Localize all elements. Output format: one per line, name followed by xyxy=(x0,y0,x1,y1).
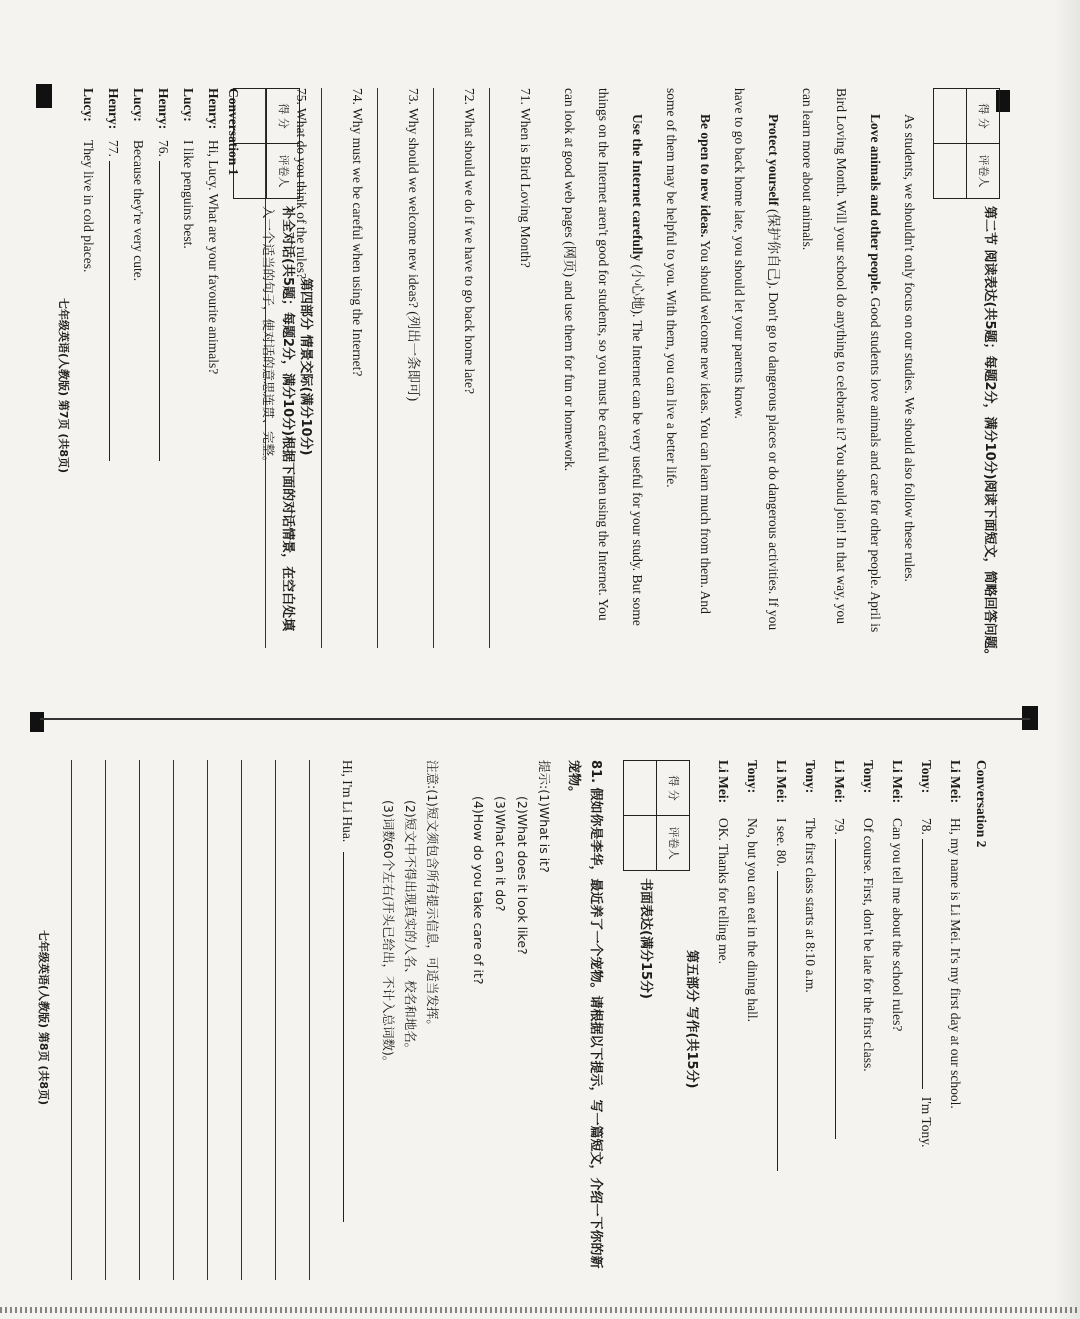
section-header: 第二节 阅读表达(共5题；每题2分，满分10分)阅读下面短文，简略回答问题。 xyxy=(982,206,997,662)
speaker-name: Li Mei: xyxy=(890,760,905,804)
essay-line[interactable] xyxy=(275,760,276,1280)
essay-line[interactable] xyxy=(139,760,140,1280)
dialogue-text: Hi, my name is Li Mei. It's my first day at our school. xyxy=(948,818,963,1109)
passage-text: some of them may be helpful to you. With them, you can live a better life. xyxy=(664,88,679,488)
essay-first-line[interactable] xyxy=(343,852,356,1222)
score-label: 得 分 xyxy=(967,89,1000,144)
question-text: 73. Why should we welcome new ideas? (列出一条即可) xyxy=(406,88,421,402)
answer-line[interactable] xyxy=(433,88,434,648)
answer-line[interactable] xyxy=(489,88,490,648)
passage-text: As students, we shouldn't only focus on our studies. We should also follow these rules. xyxy=(902,114,917,582)
essay-start-text xyxy=(338,760,356,1222)
passage-rule-heading: Be open to new ideas. xyxy=(698,114,713,238)
speaker-name: Li Mei: xyxy=(948,760,963,804)
answer-blank[interactable] xyxy=(159,161,172,461)
dialogue-line xyxy=(179,88,197,249)
speaker-name: Lucy: xyxy=(131,88,146,122)
question-text: 72. What should we do if we have to go back home late? xyxy=(462,88,477,395)
notes-2: (2)短文中不得出现真实的人名、校名和地名。 xyxy=(403,800,418,1056)
page-footer: 七年级英语(人教版) 第8页 (共8页) xyxy=(37,930,50,1106)
page-fold-line xyxy=(40,718,1030,720)
dialogue-text: The first class starts at 8:10 a.m. xyxy=(803,818,818,993)
score-cell[interactable] xyxy=(624,761,657,816)
passage-line xyxy=(662,88,680,488)
grader-label: 评卷人 xyxy=(657,816,690,871)
scan-shadow xyxy=(1054,0,1080,1319)
hints-label: 提示:(1)What is it? xyxy=(537,760,552,873)
speaker-name: Lucy: xyxy=(181,88,196,122)
passage-text: (保护你自己). Don't go to dangerous places or do dangerous activities. If you xyxy=(766,205,781,631)
passage-rule-heading: Use the Internet carefully xyxy=(630,114,645,262)
essay-opening: Hi, I'm Li Hua. xyxy=(340,760,355,843)
question-number: I see. 80. xyxy=(774,818,789,867)
answer-line[interactable] xyxy=(377,88,378,648)
dialogue-line xyxy=(830,760,848,1139)
passage-text: Good students love animals and care for other people. April is xyxy=(868,294,883,633)
dialogue-line xyxy=(154,88,172,461)
score-box xyxy=(623,760,690,871)
speaker-name: Li Mei: xyxy=(832,760,847,804)
answer-blank[interactable] xyxy=(777,871,790,1171)
grader-cell[interactable] xyxy=(624,816,657,871)
dialogue-line xyxy=(888,760,906,1031)
page-footer: 七年级英语(人教版) 第7页 (共8页) xyxy=(57,298,70,474)
passage-line xyxy=(764,114,782,630)
part4-instruction-cont: 入一个适当的句子，使对话的意思连贯、完整。 xyxy=(261,206,276,469)
dialogue-line xyxy=(801,760,819,993)
dialogue-text: They live in cold places. xyxy=(81,140,96,273)
part4-title: 第四部分 情景交际(满分10分) xyxy=(298,278,313,456)
passage-line xyxy=(866,114,884,632)
hint-item: (4)How do you take care of it? xyxy=(471,796,486,985)
grader-label: 评卷人 xyxy=(267,144,300,199)
speaker-name: Tony: xyxy=(861,760,876,794)
registration-mark xyxy=(30,712,44,732)
dialogue-line xyxy=(79,88,97,272)
passage-rule-heading: Protect yourself xyxy=(766,114,781,206)
speaker-name: Li Mei: xyxy=(716,760,731,804)
passage-rule-heading: Love animals and other people. xyxy=(868,114,883,295)
passage-line xyxy=(628,114,646,626)
part4-instruction: 补全对话(共5题；每题2分，满分10分)根据下面的对话情景，在空白处填 xyxy=(280,206,295,632)
passage-line xyxy=(900,114,918,582)
hint-item: (2)What does it look like? xyxy=(515,796,530,955)
perforation-edge xyxy=(0,1307,1080,1313)
exam-page-8 xyxy=(30,760,990,1290)
dialogue-line xyxy=(204,88,222,374)
passage-line xyxy=(560,88,578,471)
essay-line[interactable] xyxy=(105,760,106,1280)
essay-line[interactable] xyxy=(241,760,242,1280)
notes-3: (3)词数60个左右(开头已给出，不计入总词数)。 xyxy=(381,800,396,1069)
dialogue-text: Because they're very cute. xyxy=(131,140,146,282)
passage-line xyxy=(594,88,612,621)
dialogue-text: Can you tell me about the school rules? xyxy=(890,818,905,1032)
dialogue-line xyxy=(917,760,935,1148)
speaker-name: Tony: xyxy=(745,760,760,794)
grader-cell[interactable] xyxy=(934,144,967,199)
question-text: 75. What do you think of the rules? xyxy=(294,88,309,279)
score-cell[interactable] xyxy=(934,89,967,144)
dialogue-text: Hi, Lucy. What are your favourite animals? xyxy=(206,140,221,375)
speaker-name: Tony: xyxy=(919,760,934,794)
passage-text: can learn more about animals. xyxy=(800,88,815,251)
question-number: 78. xyxy=(919,818,934,835)
writing-label: 书面表达(满分15分) xyxy=(638,878,653,999)
score-box xyxy=(233,88,300,199)
part5-title: 第五部分 写作(共15分) xyxy=(684,950,699,1089)
grader-label: 评卷人 xyxy=(967,144,1000,199)
passage-text: (小心地). The Internet can be very useful for your study. But some xyxy=(630,261,645,626)
question-text: 74. Why must we be careful when using the Internet? xyxy=(350,88,365,377)
passage-line xyxy=(832,88,850,624)
passage-text: have to go back home late, you should let your parents know. xyxy=(732,88,747,419)
question-number: 79. xyxy=(832,818,847,835)
score-box xyxy=(933,88,1000,199)
essay-line[interactable] xyxy=(173,760,174,1280)
score-label: 得 分 xyxy=(657,761,690,816)
passage-text: things on the Internet aren't good for students, so you must be careful when using the Internet. You xyxy=(596,88,611,621)
passage-text: You should welcome new ideas. You can learn much from them. And xyxy=(698,237,713,614)
answer-line[interactable] xyxy=(321,88,322,648)
speaker-name: Tony: xyxy=(803,760,818,794)
speaker-name: Lucy: xyxy=(81,88,96,122)
dialogue-text: OK. Thanks for telling me. xyxy=(716,818,731,964)
speaker-name: Henry: xyxy=(206,88,221,130)
exam-page-7 xyxy=(40,88,1000,688)
writing-task-cont: 宠物。 xyxy=(566,760,581,800)
hint-item: (3)What can it do? xyxy=(493,796,508,912)
essay-line[interactable] xyxy=(71,760,72,1280)
answer-blank[interactable] xyxy=(922,839,935,1089)
dialogue-line xyxy=(129,88,147,281)
essay-line[interactable] xyxy=(207,760,208,1280)
notes: 注意:(1)短文须包含所有提示信息，可适当发挥。 xyxy=(425,760,440,1032)
dialogue-line xyxy=(946,760,964,1109)
passage-line xyxy=(798,88,816,250)
essay-line[interactable] xyxy=(309,760,310,1280)
dialogue-line xyxy=(104,88,122,461)
dialogue-line xyxy=(743,760,761,1022)
speaker-name: Henry: xyxy=(106,88,121,130)
dialogue-line xyxy=(772,760,790,1171)
speaker-name: Li Mei: xyxy=(774,760,789,804)
passage-text: can look at good web pages (网页) and use them for fun or homework. xyxy=(562,88,577,472)
dialogue-line xyxy=(859,760,877,1072)
dialogue-line xyxy=(714,760,732,964)
score-label: 得 分 xyxy=(267,89,300,144)
passage-line xyxy=(730,88,748,419)
passage-line xyxy=(696,114,714,614)
speaker-name: Henry: xyxy=(156,88,171,130)
conversation-2-title: Conversation 2 xyxy=(974,760,989,848)
dialogue-text: I'm Tony. xyxy=(919,1096,934,1148)
answer-blank[interactable] xyxy=(109,161,122,461)
dialogue-text: I like penguins best. xyxy=(181,140,196,249)
answer-blank[interactable] xyxy=(835,839,848,1139)
dialogue-text: No, but you can eat in the dining hall. xyxy=(745,818,760,1022)
dialogue-text: 77. xyxy=(106,140,121,157)
writing-task: 81. 假如你是李华，最近养了一个宠物。请根据以下提示，写一篇短文，介绍一下你的新 xyxy=(588,760,603,1269)
passage-text: Bird Loving Month. Will your school do anything to celebrate it? You should join! In that way, you xyxy=(834,88,849,625)
dialogue-text: Of course. First, don't be late for the first class. xyxy=(861,818,876,1072)
dialogue-text: 76. xyxy=(156,140,171,157)
conversation-1-title: Conversation 1 xyxy=(226,88,241,176)
question-text: 71. When is Bird Loving Month? xyxy=(518,88,533,268)
